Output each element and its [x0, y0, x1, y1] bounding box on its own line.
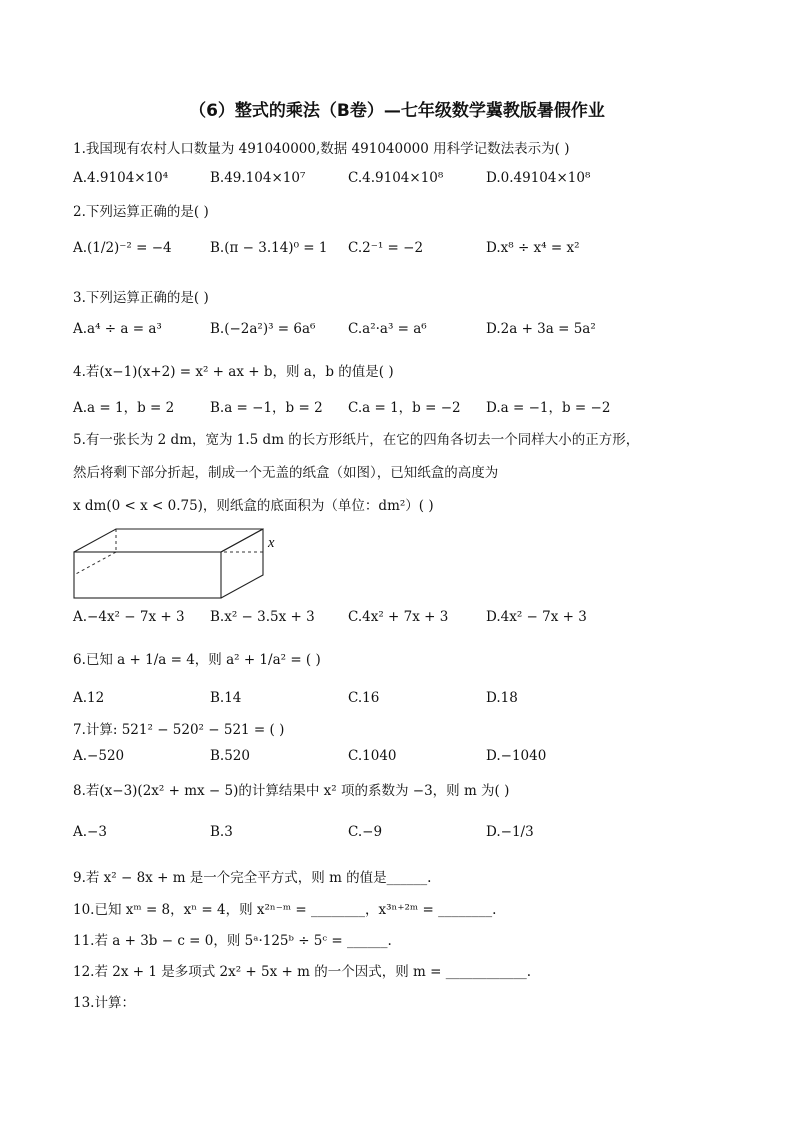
question-6-option-a: A.12 [73, 690, 105, 706]
question-11-stem: 11.若 a + 3b − c = 0，则 5ᵃ·125ᵇ ÷ 5ᶜ = ______. [73, 933, 392, 949]
question-12-stem: 12.若 2x + 1 是多项式 2x² + 5x + m 的一个因式，则 m = ____________. [73, 964, 532, 980]
question-8-stem: 8.若(x−3)(2x² + mx − 5)的计算结果中 x² 项的系数为 −3，则 m 为( ) [73, 783, 510, 799]
question-1-option-a: A.4.9104×10⁴ [73, 170, 169, 186]
question-7-option-c: C.1040 [348, 748, 397, 764]
question-2-option-d: D.x⁸ ÷ x⁴ = x² [486, 240, 580, 256]
question-4-option-a: A.a = 1，b = 2 [73, 400, 175, 416]
question-8-option-d: D.−1/3 [486, 824, 534, 840]
question-4-option-c: C.a = 1，b = −2 [348, 400, 461, 416]
question-7-option-b: B.520 [210, 748, 250, 764]
question-5-option-b: B.x² − 3.5x + 3 [210, 609, 315, 625]
question-5-line-1: 5.有一张长为 2 dm，宽为 1.5 dm 的长方形纸片，在它的四角各切去一个同样大小的正方形， [73, 432, 640, 448]
question-7-option-d: D.−1040 [486, 748, 547, 764]
question-6-option-d: D.18 [486, 690, 518, 706]
paper-box-figure [70, 526, 300, 602]
question-5-line-3: x dm(0 < x < 0.75)，则纸盒的底面积为（单位：dm²）( ) [73, 498, 434, 514]
question-2-stem: 2.下列运算正确的是( ) [73, 204, 209, 220]
question-8-option-c: C.−9 [348, 824, 383, 840]
question-3-option-a: A.a⁴ ÷ a = a³ [73, 321, 162, 337]
question-5-option-c: C.4x² + 7x + 3 [348, 609, 449, 625]
question-4-stem: 4.若(x−1)(x+2) = x² + ax + b，则 a，b 的值是( ) [73, 364, 394, 380]
question-7-stem: 7.计算: 521² − 520² − 521 = ( ) [73, 722, 285, 738]
question-1-stem: 1.我国现有农村人口数量为 491040000,数据 491040000 用科学记数法表示为( ) [73, 141, 570, 157]
page-title: （6）整式的乘法（B卷）—七年级数学冀教版暑假作业 [189, 101, 605, 121]
question-4-option-d: D.a = −1，b = −2 [486, 400, 611, 416]
question-9-stem: 9.若 x² − 8x + m 是一个完全平方式，则 m 的值是______. [73, 870, 432, 886]
question-8-option-a: A.−3 [73, 824, 107, 840]
question-1-option-c: C.4.9104×10⁸ [348, 170, 444, 186]
question-3-option-c: C.a²·a³ = a⁶ [348, 321, 427, 337]
question-5-option-a: A.−4x² − 7x + 3 [73, 609, 185, 625]
question-7-option-a: A.−520 [73, 748, 125, 764]
question-13-stem: 13.计算： [73, 995, 135, 1011]
question-6-option-c: C.16 [348, 690, 380, 706]
question-10-stem: 10.已知 xᵐ = 8，xⁿ = 4，则 x²ⁿ⁻ᵐ = ________，x³ⁿ⁺²ᵐ = ________. [73, 902, 497, 918]
question-6-stem: 6.已知 a + 1/a = 4，则 a² + 1/a² = ( ) [73, 652, 321, 668]
question-2-option-c: C.2⁻¹ = −2 [348, 240, 424, 256]
question-1-option-b: B.49.104×10⁷ [210, 170, 306, 186]
question-3-option-b: B.(−2a²)³ = 6a⁶ [210, 321, 316, 337]
question-3-stem: 3.下列运算正确的是( ) [73, 290, 209, 306]
question-4-option-b: B.a = −1，b = 2 [210, 400, 323, 416]
question-2-option-b: B.(π − 3.14)⁰ = 1 [210, 240, 328, 256]
question-3-option-d: D.2a + 3a = 5a² [486, 321, 596, 337]
box-height-label: x [268, 535, 275, 551]
question-6-option-b: B.14 [210, 690, 242, 706]
question-2-option-a: A.(1/2)⁻² = −4 [73, 240, 172, 256]
question-5-option-d: D.4x² − 7x + 3 [486, 609, 587, 625]
question-5-line-2: 然后将剩下部分折起，制成一个无盖的纸盒（如图），已知纸盒的高度为 [73, 465, 499, 481]
question-8-option-b: B.3 [210, 824, 233, 840]
question-1-option-d: D.0.49104×10⁸ [486, 170, 591, 186]
